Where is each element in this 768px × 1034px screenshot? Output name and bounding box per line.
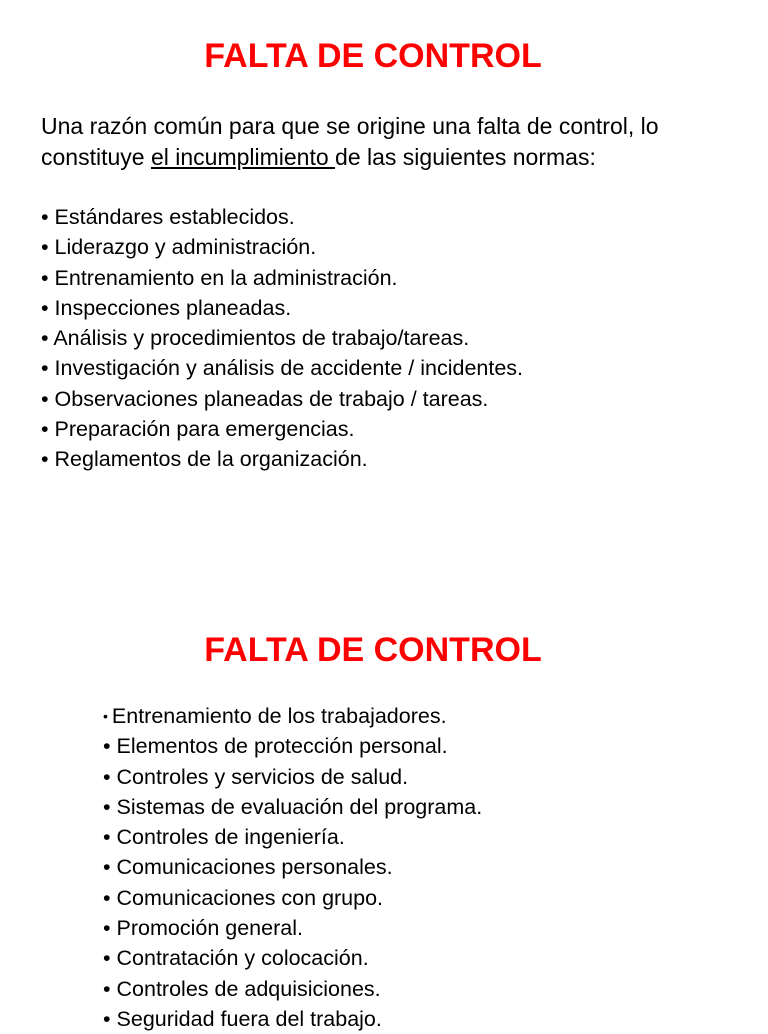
- list-item: [103, 701, 482, 731]
- list-item: [41, 323, 523, 353]
- list-item-text: Promoción general.: [116, 916, 303, 941]
- list-item-text: Investigación y análisis de accidente / incidentes.: [54, 356, 524, 381]
- list-item: [103, 852, 482, 882]
- slide-2: [0, 600, 768, 1031]
- list-item-text: Elementos de protección personal.: [116, 734, 448, 759]
- list-item: [41, 353, 523, 383]
- list-item: [103, 943, 482, 973]
- intro-text-end: de las siguientes normas:: [335, 144, 596, 170]
- list-item-text: Preparación para emergencias.: [54, 417, 355, 442]
- list-item: [41, 202, 523, 232]
- bullet-marker: •: [103, 946, 111, 971]
- list-item: [103, 762, 482, 792]
- bullet-marker: •: [103, 764, 111, 789]
- list-item-text: Inspecciones planeadas.: [54, 295, 292, 320]
- bullet-marker: •: [41, 205, 49, 229]
- list-item-text: Liderazgo y administración.: [54, 235, 317, 260]
- list-item: [103, 822, 482, 852]
- list-item: [41, 444, 523, 474]
- list-item-text: Análisis y procedimientos de trabajo/tareas.: [53, 326, 470, 351]
- slide-2-bullet-list: [103, 701, 482, 1034]
- list-item: [41, 384, 523, 414]
- bullet-marker: •: [103, 885, 111, 910]
- bullet-marker: •: [103, 794, 111, 819]
- bullet-marker: •: [41, 417, 49, 442]
- list-item-text: Reglamentos de la organización.: [54, 447, 368, 472]
- bullet-marker: •: [41, 326, 49, 351]
- list-item-text: Entrenamiento en la administración.: [54, 265, 398, 290]
- list-item-text: Sistemas de evaluación del programa.: [116, 794, 483, 819]
- list-item-text: Observaciones planeadas de trabajo / tareas.: [54, 386, 489, 411]
- slide-1-intro: [41, 111, 741, 173]
- list-item: [41, 414, 523, 444]
- intro-text-start: Una razón común para que se origine una falta de control, lo constituye: [41, 113, 659, 170]
- bullet-marker: •: [41, 265, 49, 290]
- bullet-marker: •: [103, 734, 111, 759]
- list-item: [41, 232, 523, 262]
- list-item-text: Entrenamiento de los trabajadores.: [111, 704, 447, 728]
- bullet-marker: •: [103, 825, 111, 850]
- list-item-text: Contratación y colocación.: [116, 946, 369, 971]
- slide-1-bullet-list: [41, 202, 523, 475]
- list-item: [41, 263, 523, 293]
- list-item-text: Estándares establecidos.: [54, 205, 295, 229]
- bullet-marker: •: [41, 356, 49, 381]
- list-item-text: Seguridad fuera del trabajo.: [116, 1006, 382, 1031]
- bullet-marker: •: [103, 1006, 111, 1031]
- list-item: [103, 1004, 482, 1034]
- slide-1-title: FALTA DE CONTROL: [204, 37, 542, 75]
- list-item-text: Comunicaciones con grupo.: [116, 885, 384, 910]
- list-item: [103, 731, 482, 761]
- intro-underlined-text: el incumplimiento: [150, 144, 336, 170]
- bullet-marker: •: [103, 976, 111, 1001]
- slide-2-title: FALTA DE CONTROL: [204, 631, 542, 669]
- bullet-marker: •: [41, 295, 49, 320]
- bullet-marker: •: [41, 447, 49, 472]
- list-item: [41, 293, 523, 323]
- bullet-marker: •: [103, 708, 108, 724]
- bullet-marker: •: [41, 235, 49, 260]
- list-item: [103, 913, 482, 943]
- bullet-marker: •: [103, 916, 111, 941]
- list-item-text: Controles de ingeniería.: [116, 825, 345, 850]
- bullet-marker: •: [103, 855, 111, 880]
- list-item: [103, 883, 482, 913]
- list-item-text: Controles y servicios de salud.: [116, 764, 409, 789]
- list-item-text: Comunicaciones personales.: [116, 855, 393, 880]
- list-item: [103, 792, 482, 822]
- bullet-marker: •: [41, 386, 49, 411]
- list-item-text: Controles de adquisiciones.: [116, 976, 381, 1001]
- list-item: [103, 974, 482, 1004]
